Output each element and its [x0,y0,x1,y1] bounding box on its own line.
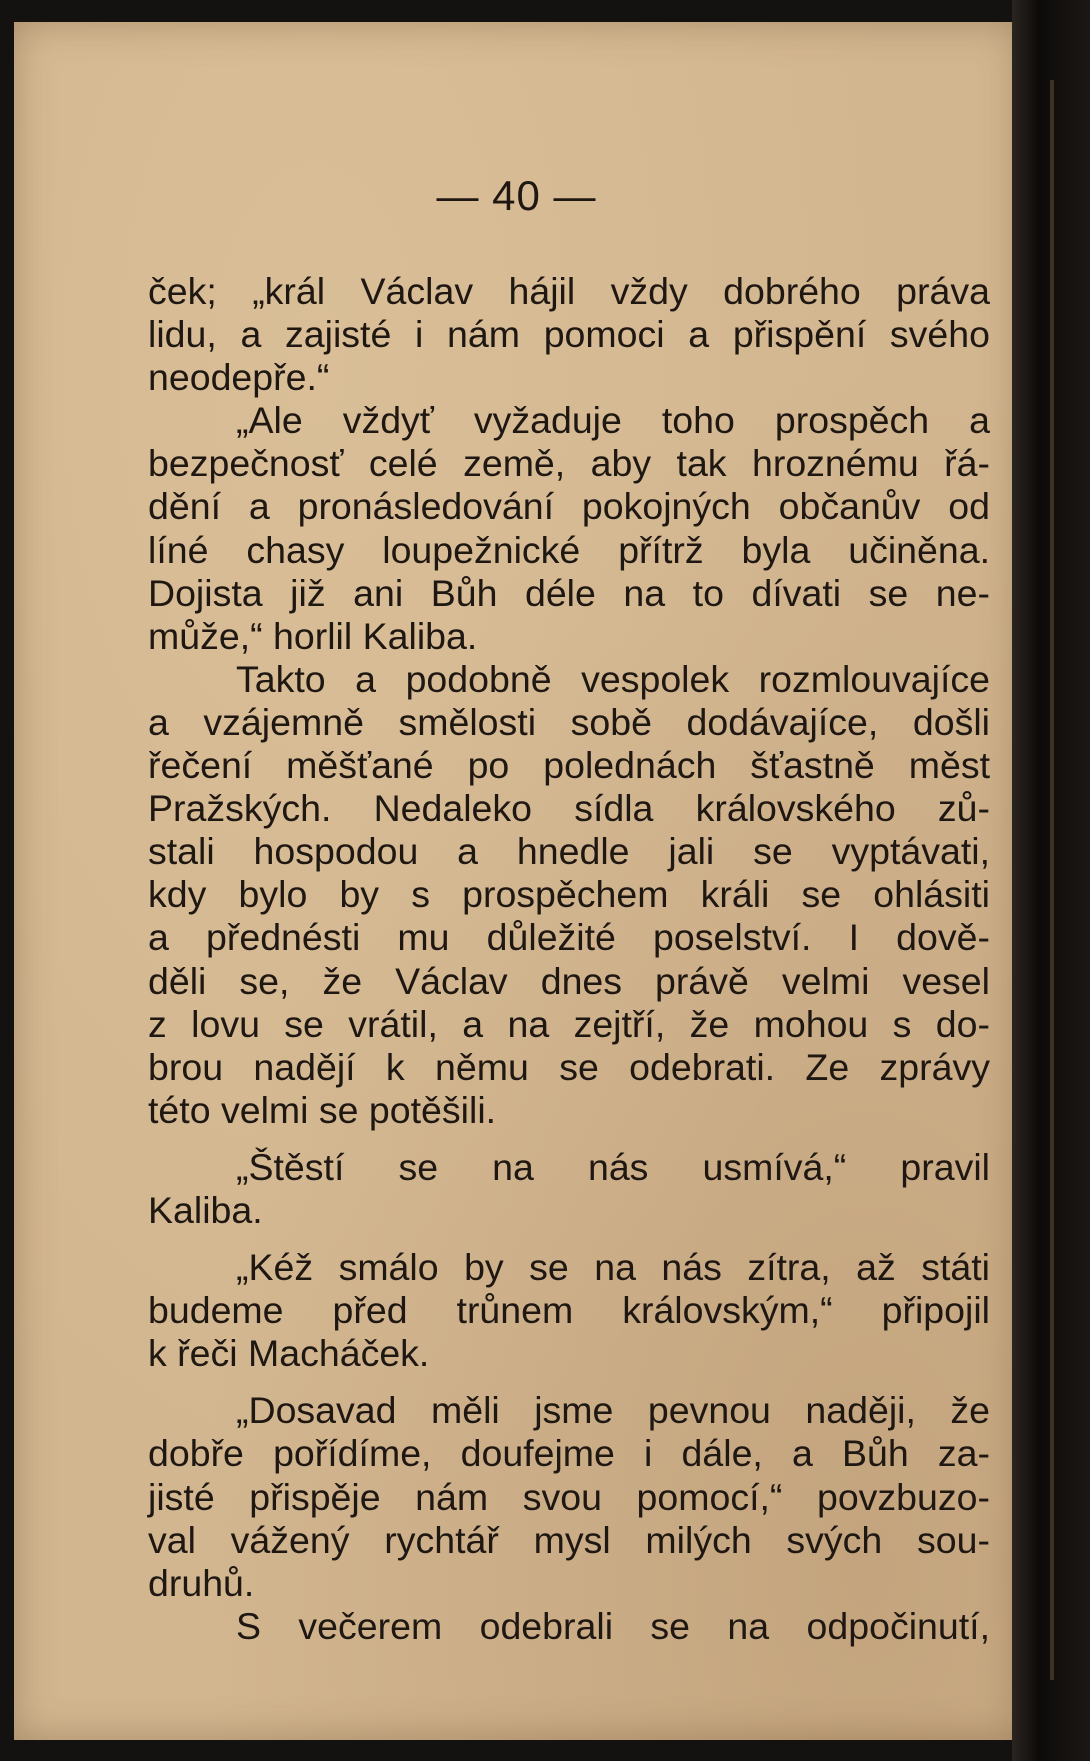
text-line: stali hospodou a hnedle jali se vyptávati, [148,830,990,873]
page-edge [1050,80,1054,1680]
text-line: této velmi se potěšili. [148,1088,497,1131]
text-line: řečení měšťané po polednách šťastně měst [148,744,990,787]
text-line: kdy bylo by s prospěchem králi se ohlásiti [148,873,990,916]
paragraph-gap [148,1232,990,1246]
text-line: val vážený rychtář mysl milých svých sou- [148,1518,990,1561]
text-line: lidu, a zajisté i nám pomoci a přispění svého [148,313,990,356]
text-line: S večerem odebrali se na odpočinutí, [236,1604,990,1647]
text-line: ček; „král Václav hájil vždy dobrého práva [148,270,990,312]
text-line: „Štěstí se na nás usmívá,“ pravil [236,1145,990,1188]
page-number: — 40 — [436,172,597,219]
paragraph-gap [148,1375,990,1389]
book-page [14,22,1019,1740]
text-line: Pražských. Nedaleko sídla královského zů- [148,787,990,830]
text-line: „Dosavad měli jsme pevnou naději, že [236,1389,990,1432]
text-line: „Ale vždyť vyžaduje toho prospěch a [236,399,990,442]
text-line: a vzájemně smělosti sobě dodávajíce, došli [148,700,990,743]
text-line: Takto a podobně vespolek rozmlouvajíce [236,657,990,700]
text-line: k řeči Macháček. [148,1332,430,1375]
text-line: druhů. [148,1561,255,1604]
text-line: neodepře.“ [148,356,330,399]
text-line: brou nadějí k němu se odebrati. Ze zprávy [148,1045,990,1088]
text-line: bezpečnosť celé země, aby tak hroznému řá- [148,442,990,485]
text-line: jisté přispěje nám svou pomocí,“ povzbuzo- [148,1475,990,1518]
text-line: Dojista již ani Bůh déle na to dívati se ne- [148,571,990,614]
text-line: líné chasy loupežnické přítrž byla učiněna. [148,528,990,571]
text-line: dobře pořídíme, doufejme i dále, a Bůh za- [148,1432,990,1475]
paragraph-gap [148,1132,990,1146]
text-line: může,“ horlil Kaliba. [148,614,478,657]
text-line: z lovu se vrátil, a na zejtří, že mohou s do- [148,1002,990,1045]
text-line: „Kéž smálo by se na nás zítra, až státi [236,1246,990,1289]
body-text [148,270,990,1648]
text-line: děli se, že Václav dnes právě velmi vesel [148,959,990,1002]
text-line: budeme před trůnem královským,“ připojil [148,1289,990,1332]
text-line: a přednésti mu důležité poselství. I dově- [148,916,990,959]
text-line: Kaliba. [148,1188,263,1231]
text-line: dění a pronásledování pokojných občanův od [148,485,990,528]
